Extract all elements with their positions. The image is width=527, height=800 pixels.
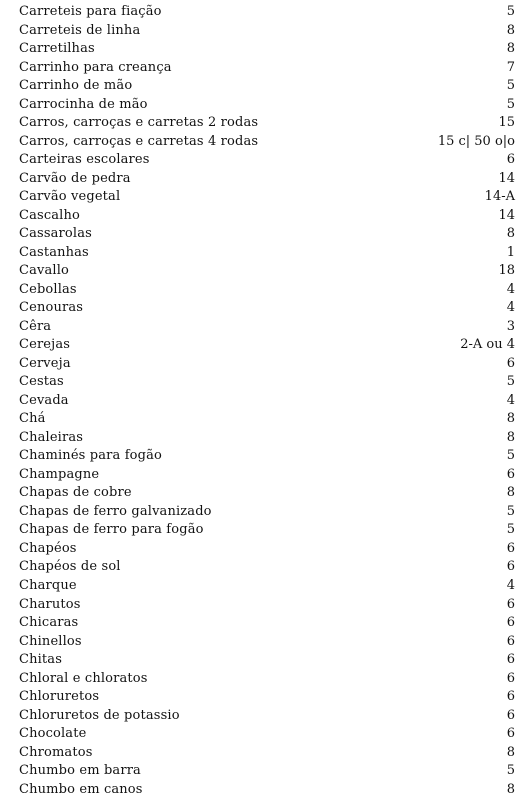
item-name: Carrinho de mão <box>19 78 133 94</box>
list-item <box>0 521 527 540</box>
list-item <box>0 762 527 781</box>
list-item <box>0 633 527 652</box>
list-item <box>0 59 527 78</box>
list-item <box>0 392 527 411</box>
list-item <box>0 225 527 244</box>
list-item <box>0 299 527 318</box>
item-name: Chapas de ferro para fogão <box>19 522 204 538</box>
item-class-code: 5 <box>506 503 515 519</box>
item-name: Cebollas <box>19 281 77 297</box>
item-name: Carretilhas <box>19 41 95 57</box>
item-name: Carteiras escolares <box>19 152 150 168</box>
item-name: Chocolate <box>19 726 87 742</box>
list-item <box>0 262 527 281</box>
item-class-code: 4 <box>506 392 515 408</box>
list-item <box>0 429 527 448</box>
list-item <box>0 466 527 485</box>
item-name: Chinellos <box>19 633 82 649</box>
list-item <box>0 355 527 374</box>
item-name: Chaminés para fogão <box>19 448 162 464</box>
item-name: Chumbo em barra <box>19 763 141 779</box>
item-class-code: 6 <box>506 689 515 705</box>
item-name: Chapas de cobre <box>19 485 132 501</box>
item-class-code: 1 <box>506 244 515 260</box>
list-item <box>0 614 527 633</box>
item-class-code: 8 <box>506 781 515 797</box>
item-class-code: 8 <box>506 22 515 38</box>
item-name: Cerveja <box>19 355 71 371</box>
item-class-code: 4 <box>506 577 515 593</box>
item-class-code: 4 <box>506 281 515 297</box>
list-item <box>0 281 527 300</box>
item-class-code: 6 <box>506 707 515 723</box>
list-item <box>0 318 527 337</box>
list-item <box>0 707 527 726</box>
item-class-code: 7 <box>506 59 515 75</box>
item-name: Champagne <box>19 466 100 482</box>
list-item <box>0 558 527 577</box>
item-class-code: 15 c| 50 o|o <box>437 133 515 149</box>
list-item <box>0 688 527 707</box>
item-name: Cevada <box>19 392 69 408</box>
item-class-code: 6 <box>506 355 515 371</box>
list-item <box>0 114 527 133</box>
list-item <box>0 373 527 392</box>
item-class-code: 5 <box>506 763 515 779</box>
item-class-code: 8 <box>506 411 515 427</box>
list-item <box>0 170 527 189</box>
item-name: Carrocinha de mão <box>19 96 148 112</box>
list-item <box>0 651 527 670</box>
item-name: Chaleiras <box>19 429 84 445</box>
list-item <box>0 540 527 559</box>
list-item <box>0 577 527 596</box>
item-class-code: 5 <box>506 522 515 538</box>
item-name: Carros, carroças e carretas 2 rodas <box>19 115 259 131</box>
item-class-code: 6 <box>506 652 515 668</box>
item-class-code: 5 <box>506 374 515 390</box>
item-name: Chitas <box>19 652 63 668</box>
item-name: Chapéos de sol <box>19 559 121 575</box>
item-class-code: 8 <box>506 485 515 501</box>
item-name: Charutos <box>19 596 81 612</box>
list-item <box>0 77 527 96</box>
item-class-code: 5 <box>506 4 515 19</box>
item-name: Chloral e chloratos <box>19 670 148 686</box>
item-name: Chumbo em canos <box>19 781 143 797</box>
list-item <box>0 3 527 22</box>
item-name: Chloruretos de potassio <box>19 707 180 723</box>
list-item <box>0 244 527 263</box>
item-class-code: 6 <box>506 726 515 742</box>
list-item <box>0 96 527 115</box>
item-class-code: 6 <box>506 466 515 482</box>
item-class-code: 4 <box>506 300 515 316</box>
list-item <box>0 336 527 355</box>
item-class-code: 8 <box>506 744 515 760</box>
item-name: Cavallo <box>19 263 69 279</box>
list-item <box>0 447 527 466</box>
item-name: Cêra <box>19 318 52 334</box>
list-item <box>0 188 527 207</box>
item-name: Chicaras <box>19 615 79 631</box>
item-class-code: 8 <box>506 41 515 57</box>
item-class-code: 14 <box>498 170 515 186</box>
list-item <box>0 670 527 689</box>
item-name: Carreteis para fiação <box>19 4 162 19</box>
list-item <box>0 133 527 152</box>
item-class-code: 8 <box>506 429 515 445</box>
item-name: Cascalho <box>19 207 80 223</box>
item-name: Carrinho para creança <box>19 59 172 75</box>
item-class-code: 18 <box>498 263 515 279</box>
item-class-code: 6 <box>506 559 515 575</box>
item-class-code: 2-A ou 4 <box>460 337 515 353</box>
item-name: Chapas de ferro galvanizado <box>19 503 212 519</box>
list-item <box>0 725 527 744</box>
item-class-code: 5 <box>506 448 515 464</box>
list-item <box>0 40 527 59</box>
item-name: Chloruretos <box>19 689 100 705</box>
list-item <box>0 151 527 170</box>
item-name: Chromatos <box>19 744 93 760</box>
item-name: Castanhas <box>19 244 89 260</box>
tariff-list <box>0 3 527 799</box>
item-class-code: 6 <box>506 596 515 612</box>
item-class-code: 3 <box>506 318 515 334</box>
item-name: Cassarolas <box>19 226 92 242</box>
list-item <box>0 744 527 763</box>
item-name: Carreteis de linha <box>19 22 141 38</box>
item-class-code: 15 <box>498 115 515 131</box>
list-item <box>0 22 527 41</box>
list-item <box>0 596 527 615</box>
item-name: Carvão vegetal <box>19 189 121 205</box>
item-class-code: 5 <box>506 96 515 112</box>
item-class-code: 8 <box>506 226 515 242</box>
list-item <box>0 410 527 429</box>
item-class-code: 6 <box>506 540 515 556</box>
item-class-code: 14 <box>498 207 515 223</box>
item-name: Chapéos <box>19 540 77 556</box>
item-name: Carvão de pedra <box>19 170 131 186</box>
list-item <box>0 503 527 522</box>
item-class-code: 6 <box>506 633 515 649</box>
item-class-code: 6 <box>506 152 515 168</box>
item-class-code: 6 <box>506 615 515 631</box>
list-item <box>0 484 527 503</box>
item-name: Cestas <box>19 374 64 390</box>
item-class-code: 6 <box>506 670 515 686</box>
list-item <box>0 781 527 800</box>
item-name: Cerejas <box>19 337 71 353</box>
item-name: Chá <box>19 411 46 427</box>
item-name: Charque <box>19 577 77 593</box>
item-name: Cenouras <box>19 300 84 316</box>
list-item <box>0 207 527 226</box>
item-class-code: 14-A <box>484 189 515 205</box>
item-class-code: 5 <box>506 78 515 94</box>
item-name: Carros, carroças e carretas 4 rodas <box>19 133 259 149</box>
